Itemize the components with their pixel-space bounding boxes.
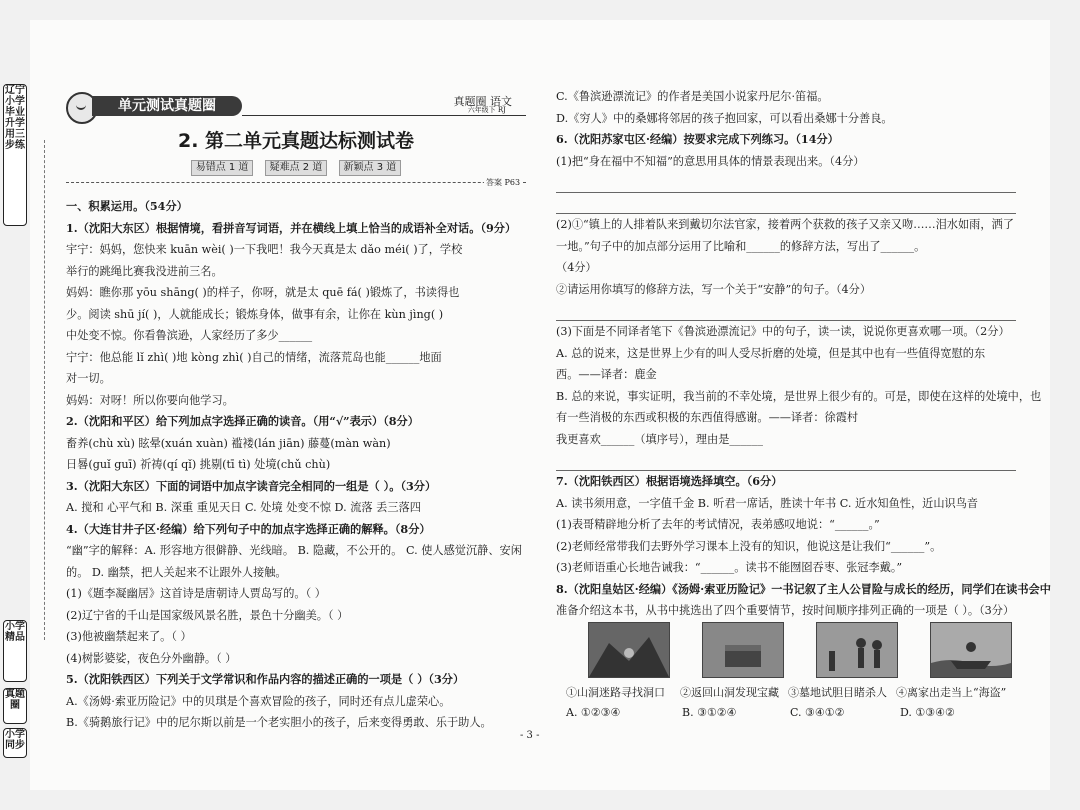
cave-picture xyxy=(588,622,670,678)
answer-line xyxy=(556,193,1016,214)
question-1-line: 举行的跳绳比赛我没进前三名。 xyxy=(66,264,223,278)
caption-2: ②返回山洞发现宝藏 xyxy=(680,686,779,699)
question-7: 7.（沈阳铁西区）根据语境选择填空。（6分） xyxy=(556,474,783,488)
treasure-picture xyxy=(702,622,784,678)
question-5-option: C.《鲁滨逊漂流记》的作者是美国小说家丹尼尔·笛福。 xyxy=(556,90,829,103)
left-column xyxy=(66,196,526,734)
question-4-item: (4)树影婆娑，夜色分外幽静。（ ） xyxy=(66,651,237,665)
question-5-option: A.《汤姆·索亚历险记》中的贝琪是个喜欢冒险的孩子，同时还有点儿虚荣心。 xyxy=(66,694,451,708)
option-b: B. ③①②④ xyxy=(682,706,737,719)
question-6-line: 一地。”句子中的加点部分运用了比喻和______的修辞方法，写出了______。 xyxy=(556,239,926,253)
question-2: 2.（沈阳和平区）给下列加点字选择正确的读音。（用“√”表示）（8分） xyxy=(66,414,419,428)
plot-pictures xyxy=(588,622,1008,678)
count-new: 新颖点 3 道 xyxy=(339,160,402,176)
question-1-line: 妈妈：瞧你那 yōu shāng( )的样子，你呀，就是太 quē fá( )锻炼了，书读得也 xyxy=(66,286,460,299)
question-1-line: 宁宁：他总能 lǐ zhì( )地 kòng zhì( )自己的情绪，流落荒岛也能______地面 xyxy=(66,350,442,364)
answer-line xyxy=(556,300,1016,321)
question-6-line: 西。——译者：鹿金 xyxy=(556,368,657,381)
question-1-line: 宇宁：妈妈，您快来 kuān wèi( )一下我吧！我今天真是太 dǎo méi( )了，学校 xyxy=(66,243,463,256)
question-3-options: A. 搅和 心平气和 B. 深重 重见天日 C. 处境 处变不惊 D. 流落 丢三落四 xyxy=(66,501,421,514)
graveyard-picture xyxy=(816,622,898,678)
right-column xyxy=(556,86,1051,622)
count-error: 易错点 1 道 xyxy=(191,160,254,176)
question-4-item: (3)他被幽禁起来了。（ ） xyxy=(66,630,192,643)
question-6-line: A. 总的说来，这是世界上少有的叫人受尽折磨的处境，但是其中也有一些值得宽慰的东 xyxy=(556,346,986,360)
section-heading: 一、积累运用。（54分） xyxy=(66,199,188,213)
question-8: 8.（沈阳皇姑区·经编）《汤姆·索亚历险记》一书记叙了主人公冒险与成长的经历，同学们在读书会中 xyxy=(556,581,1051,596)
page-title: 2. 第二单元真题达标测试卷 xyxy=(177,130,415,152)
question-7-item: (1)表哥精辟地分析了去年的考试情况，表弟感叹地说：“______。” xyxy=(556,518,880,531)
question-6-line: （4分） xyxy=(556,261,597,274)
question-6-part: (2)①“镇上的人排着队来到戴切尔法官家，接着两个获救的孩子又亲又吻……泪水如雨，洒了 xyxy=(556,218,1014,231)
question-5: 5.（沈阳铁西区）下列关于文学常识和作品内容的描述正确的一项是（ ）（3分） xyxy=(66,672,465,686)
question-6: 6.（沈阳苏家屯区·经编）按要求完成下列练习。（14分） xyxy=(556,132,839,146)
page-number: - 3 - xyxy=(520,730,540,741)
answer-line xyxy=(556,450,1016,471)
question-4-line: “幽”字的解释：A. 形容地方很僻静、光线暗。 B. 隐藏，不公开的。 C. 使人感觉沉静、安闲 xyxy=(66,544,522,557)
count-hard: 疑难点 2 道 xyxy=(265,160,328,176)
question-5-option: B.《骑鹅旅行记》中的尼尔斯以前是一个老实胆小的孩子，后来变得勇敢、乐于助人。 xyxy=(66,716,492,729)
banner-title: 单元测试真题圈 xyxy=(92,96,242,116)
question-1-line: 妈妈：对呀！所以你要向他学习。 xyxy=(66,393,234,407)
caption-3: ③墓地试胆目睹杀人 xyxy=(788,686,887,699)
question-6-part: (3)下面是不同译者笔下《鲁滨逊漂流记》中的句子，读一读，说说你更喜欢哪一项。（2分） xyxy=(556,325,1010,338)
spine-sub: 小学同步 xyxy=(3,728,27,758)
question-5-option: D.《穷人》中的桑娜将邻居的孩子抱回家，可以看出桑娜十分善良。 xyxy=(556,111,893,125)
question-4-item: (1)《题李凝幽居》这首诗是唐朝诗人贾岛写的。（ ） xyxy=(66,587,326,600)
question-3: 3.（沈阳大东区）下面的词语中加点字读音完全相同的一组是（ ）。（3分） xyxy=(66,478,437,493)
question-2-line: 日晷(guǐ guī) 祈祷(qí qǐ) 挑剔(tī tì) 处境(chǔ chù) xyxy=(66,458,331,471)
question-7-item: (3)老师语重心长地告诫我：“______。读书不能囫囵吞枣、张冠李戴。” xyxy=(556,561,903,574)
question-4-item: (2)辽宁省的千山是国家级风景名胜，景色十分幽美。（ ） xyxy=(66,608,349,622)
question-1-line: 中处变不惊。你看鲁滨逊，人家经历了多少______ xyxy=(66,329,313,342)
unit-banner xyxy=(66,94,526,118)
question-8-line: 准备介绍这本书，从书中挑选出了四个重要情节，按时间顺序排列正确的一项是（ ）。（3分） xyxy=(556,604,1015,617)
spine-series-logo: 真题圈 xyxy=(3,688,27,724)
spine-side-title: 小学精品 xyxy=(3,620,27,682)
option-d: D. ①③④② xyxy=(900,706,955,719)
banner-rule xyxy=(242,115,526,116)
question-4-line: 的。 D. 幽禁，把人关起来不让跟外人接触。 xyxy=(66,565,287,579)
banner-series: 真题圈 语文 xyxy=(453,95,512,108)
binding-line xyxy=(44,140,45,640)
difficulty-counts xyxy=(66,160,526,176)
question-6-line: 我更喜欢______（填序号），理由是______ xyxy=(556,432,763,446)
question-7-item: (2)老师经常带我们去野外学习课本上没有的知识，他说这是让我们“______”。 xyxy=(556,539,942,553)
caption-4: ④离家出走当上“海盗” xyxy=(896,686,1007,699)
question-1-line: 少。阅读 shū jí( )，人就能成长；锻炼身体，做事有余，让你在 kùn jìng( ) xyxy=(66,307,444,321)
pirate-picture xyxy=(930,622,1012,678)
spine-series-box: 辽宁小学毕业升学用三步练 xyxy=(3,84,27,226)
spine xyxy=(0,60,28,760)
question-6-part: ②请运用你填写的修辞方法，写一个关于“安静”的句子。（4分） xyxy=(556,282,872,296)
question-2-line: 畜养(chù xù) 眩晕(xuán xuàn) 褴褛(lán jiān) 藤蔓(màn wàn) xyxy=(66,436,391,450)
question-6-line: 有一些消极的东西或积极的东西值得感谢。——译者：徐霞村 xyxy=(556,411,859,424)
banner-grade: 六年级下 RJ xyxy=(467,106,506,114)
answer-line xyxy=(556,172,1016,193)
option-c: C. ③④①② xyxy=(790,706,845,719)
question-1: 1.（沈阳大东区）根据情境，看拼音写词语，并在横线上填上恰当的成语补全对话。（9分） xyxy=(66,220,517,235)
answer-divider xyxy=(66,182,526,183)
answer-key-ref: 答案 P63 xyxy=(486,178,521,187)
question-6-line: B. 总的来说，事实证明，我当前的不幸处境，是世界上很少有的。可是，即使在这样的处境中，也 xyxy=(556,389,1042,403)
option-a: A. ①②③④ xyxy=(566,706,621,719)
question-1-line: 对一切。 xyxy=(66,372,111,385)
question-6-part: (1)把“身在福中不知福”的意思用具体的情景表现出来。（4分） xyxy=(556,154,865,168)
question-4: 4.（大连甘井子区·经编）给下列句子中的加点字选择正确的解释。（8分） xyxy=(66,521,431,536)
caption-1: ①山洞迷路寻找洞口 xyxy=(566,686,665,699)
question-7-options: A. 读书须用意，一字值千金 B. 听君一席话，胜读十年书 C. 近水知鱼性，近山识鸟音 xyxy=(556,496,979,510)
